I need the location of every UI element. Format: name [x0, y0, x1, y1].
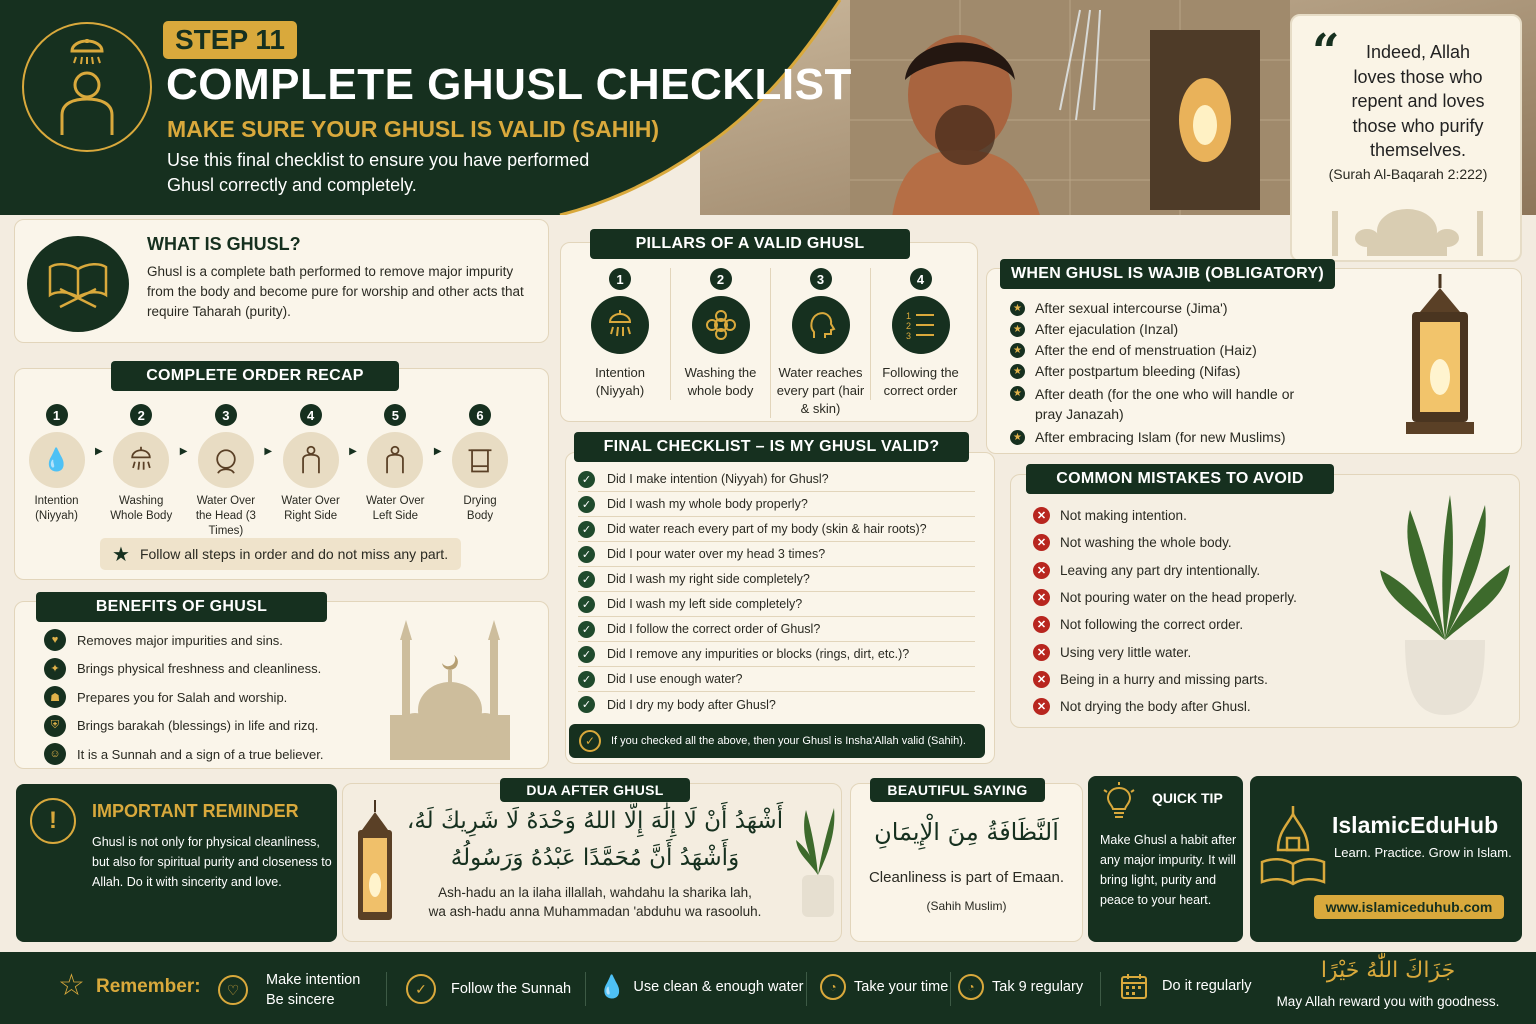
- pillar-item: [770, 268, 870, 418]
- shower-icon: [113, 432, 169, 488]
- what-is-text: Ghusl is a complete bath performed to remove major impurity from the body and become pure for worship and other acts that require Taharah (purity).: [147, 264, 524, 319]
- pillar-item: [570, 268, 670, 400]
- wajib-list: [1010, 300, 1350, 445]
- footer-star-icon: ☆: [58, 969, 85, 1002]
- checklist-item[interactable]: ✓ Did I wash my whole body properly?: [578, 492, 975, 517]
- check-icon: ✓: [578, 496, 595, 513]
- brand-name: IslamicEduHub: [1332, 812, 1499, 838]
- plant-pot-image: [1380, 490, 1510, 720]
- step-number: 2: [130, 404, 152, 426]
- reminder-title: IMPORTANT REMINDER: [92, 801, 299, 821]
- svg-text:2: 2: [905, 321, 911, 331]
- lightbulb-icon: [1102, 782, 1136, 822]
- reminder-card: [16, 784, 337, 942]
- wajib-item: ★ After sexual intercourse (Jima'): [1010, 300, 1350, 316]
- pillar-label: Intention (Niyyah): [595, 365, 645, 398]
- quote-line: Indeed, Allah: [1365, 42, 1471, 62]
- footer-remember: Remember:: [96, 976, 201, 997]
- footer-closing: May Allah reward you with goodness.: [1276, 994, 1500, 1009]
- x-icon: ✕: [1033, 616, 1050, 633]
- dua-arabic-line-1: أَشْهَدُ أَنْ لَا إِلَٰهَ إِلَّا اللهُ وَحْدَهُ لَا شَرِيكَ لَهُ،: [406, 808, 784, 834]
- lantern-image: [350, 800, 400, 940]
- head-water-icon: [198, 432, 254, 488]
- step-label: Drying Body: [463, 495, 497, 522]
- order-step: [187, 404, 264, 539]
- step-label: Washing Whole Body: [110, 495, 173, 522]
- check-circle-icon: ✓: [579, 730, 601, 752]
- footer-item-regularly: Do it regularly: [1120, 972, 1251, 1000]
- order-step: [272, 404, 349, 524]
- what-is-title: WHAT IS GHUSL?: [147, 234, 301, 254]
- mosque-book-logo: [1258, 802, 1328, 892]
- check-circle-icon: ✓: [406, 974, 436, 1004]
- body-right-icon: [283, 432, 339, 488]
- tip-title: QUICK TIP: [1152, 790, 1223, 806]
- footer-item-water: 💧 Use clean & enough water: [598, 974, 804, 999]
- dua-translit-2: wa ash-hadu anna Muhammadan 'abduhu wa rasooluh.: [428, 904, 762, 919]
- shower-photo: [850, 0, 1290, 215]
- shield-icon: ⛨: [44, 715, 66, 737]
- order-steps: [18, 404, 548, 539]
- wajib-item: ★ After the end of menstruation (Haiz): [1010, 342, 1350, 358]
- brand-tagline: Learn. Practice. Grow in Islam.: [1334, 845, 1512, 860]
- x-icon: ✕: [1033, 671, 1050, 688]
- saying-card: [850, 783, 1083, 942]
- wajib-item: ★ After embracing Islam (for new Muslims): [1010, 429, 1350, 445]
- order-step: [442, 404, 519, 524]
- mistake-item: ✕ Not following the correct order.: [1033, 611, 1333, 638]
- check-icon: ✓: [578, 696, 595, 713]
- ordered-list-icon: [892, 296, 950, 354]
- dua-title: DUA AFTER GHUSL: [500, 778, 690, 802]
- pillars-list: [570, 268, 970, 418]
- quote-card: [1290, 14, 1522, 262]
- quote-line: loves those who: [1353, 66, 1483, 87]
- footer-item-sunnah: ✓ Follow the Sunnah: [406, 974, 571, 1004]
- benefit-item: ☺ It is a Sunnah and a sign of a true believer.: [44, 740, 354, 769]
- order-step: [18, 404, 95, 524]
- arrow-icon: ▶: [179, 446, 188, 457]
- mistakes-title: COMMON MISTAKES TO AVOID: [1026, 464, 1334, 494]
- star-icon: ★: [1010, 430, 1025, 445]
- footer-item-time: ◔ Take your time: [820, 974, 948, 1000]
- mistake-item: ✕ Not pouring water on the head properly.: [1033, 584, 1333, 611]
- check-icon: ✓: [578, 521, 595, 538]
- wajib-item: ★ After postpartum bleeding (Nifas): [1010, 363, 1350, 379]
- x-icon: ✕: [1033, 644, 1050, 661]
- lantern-image: [1390, 272, 1490, 452]
- x-icon: ✕: [1033, 507, 1050, 524]
- towel-icon: [452, 432, 508, 488]
- wajib-item: ★ After ejaculation (Inzal): [1010, 321, 1350, 337]
- saying-source: (Sahih Muslim): [926, 899, 1007, 913]
- benefits-list: [44, 626, 354, 769]
- x-icon: ✕: [1033, 589, 1050, 606]
- footer-item-intention: ♡ Make intention Be sincere: [218, 970, 360, 1010]
- check-icon: ✓: [578, 571, 595, 588]
- intro-text-1: Use this final checklist to ensure you have performed: [167, 150, 590, 170]
- hand-water-icon: 💧: [29, 432, 85, 488]
- what-is-ghusl-card: [14, 219, 549, 343]
- sparkle-icon: ✦: [44, 658, 66, 680]
- mistake-item: ✕ Not washing the whole body.: [1033, 529, 1333, 556]
- checklist-title: FINAL CHECKLIST – IS MY GHUSL VALID?: [574, 432, 969, 462]
- smile-icon: ☺: [44, 743, 66, 765]
- check-icon: ✓: [578, 596, 595, 613]
- mistake-item: ✕ Not making intention.: [1033, 502, 1333, 529]
- check-icon: ✓: [578, 646, 595, 663]
- arrow-icon: ▶: [433, 446, 442, 457]
- checklist-item[interactable]: ✓ Did I wash my right side completely?: [578, 567, 975, 592]
- shower-icon: [591, 296, 649, 354]
- star-icon: ★: [1010, 301, 1025, 316]
- checklist-item[interactable]: ✓ Did I pour water over my head 3 times?: [578, 542, 975, 567]
- quote-mark-icon: “: [1312, 24, 1340, 80]
- intro-text-2: Ghusl correctly and completely.: [167, 175, 417, 195]
- brand-url-button[interactable]: www.islamiceduhub.com: [1314, 895, 1504, 919]
- step-label: Water Over Right Side: [281, 495, 340, 522]
- water-drop-icon: 💧: [598, 974, 626, 999]
- pillar-number: 3: [810, 268, 832, 290]
- step-number: 4: [300, 404, 322, 426]
- head-profile-icon: [792, 296, 850, 354]
- prayer-icon: ☗: [44, 686, 66, 708]
- checklist-items: [578, 467, 975, 717]
- step-number: 5: [384, 404, 406, 426]
- step-label: Water Over Left Side: [366, 495, 425, 522]
- footer-item-regular: ◔ Tak 9 regulary: [958, 974, 1083, 1000]
- shower-person-icon: [22, 22, 152, 152]
- x-icon: ✕: [1033, 698, 1050, 715]
- mistake-item: ✕ Not drying the body after Ghusl.: [1033, 693, 1333, 720]
- mistake-item: ✕ Using very little water.: [1033, 638, 1333, 665]
- svg-text:3: 3: [905, 331, 911, 341]
- saying-title: BEAUTIFUL SAYING: [870, 778, 1045, 802]
- tip-text: Make Ghusl a habit after any major impurity. It will bring light, purity and peace to your heart.: [1100, 833, 1237, 907]
- checklist-item[interactable]: ✓ Did I dry my body after Ghusl?: [578, 692, 975, 717]
- svg-text:1: 1: [905, 311, 911, 321]
- clock-icon: ◔: [958, 974, 984, 1000]
- check-icon: ✓: [578, 546, 595, 563]
- pillar-number: 2: [710, 268, 732, 290]
- arrow-icon: ▶: [264, 446, 273, 457]
- check-icon: ✓: [578, 671, 595, 688]
- order-step: [103, 404, 180, 524]
- step-label: Water Over the Head (3 Times): [195, 495, 256, 537]
- checklist-footer: ✓ If you checked all the above, then your Ghusl is Insha'Allah valid (Sahih).: [569, 724, 985, 758]
- quran-book-icon: [27, 236, 129, 332]
- arrow-icon: ▶: [349, 446, 357, 457]
- x-icon: ✕: [1033, 562, 1050, 579]
- exclamation-icon: !: [30, 798, 76, 844]
- clock-icon: ◔: [820, 974, 846, 1000]
- mistake-item: ✕ Being in a hurry and missing parts.: [1033, 666, 1333, 693]
- checklist-item[interactable]: ✓ Did I follow the correct order of Ghusl?: [578, 617, 975, 642]
- benefit-item: ☗ Prepares you for Salah and worship.: [44, 683, 354, 712]
- benefits-title: BENEFITS OF GHUSL: [36, 592, 327, 622]
- order-note: ★ Follow all steps in order and do not miss any part.: [100, 538, 461, 570]
- pillars-title: PILLARS OF A VALID GHUSL: [590, 229, 910, 259]
- page-subtitle: MAKE SURE YOUR GHUSL IS VALID (SAHIH): [167, 116, 659, 142]
- pillar-label: Water reaches every part (hair & skin): [776, 365, 865, 416]
- wajib-title: WHEN GHUSL IS WAJIB (OBLIGATORY): [1000, 259, 1335, 289]
- checklist-item[interactable]: ✓ Did I wash my left side completely?: [578, 592, 975, 617]
- order-recap-title: COMPLETE ORDER RECAP: [111, 361, 399, 391]
- star-icon: ★: [1010, 322, 1025, 337]
- mosque-silhouette-icon: [1312, 196, 1502, 256]
- pillar-item: [670, 268, 770, 400]
- checklist-item[interactable]: ✓ Did I remove any impurities or blocks (rings, dirt, etc.)?: [578, 642, 975, 667]
- benefit-item: ⛨ Brings barakah (blessings) in life and rizq.: [44, 712, 354, 741]
- saying-english: Cleanliness is part of Emaan.: [868, 869, 1065, 886]
- benefit-item: ✦ Brings physical freshness and cleanliness.: [44, 655, 354, 684]
- star-icon: ★: [1010, 386, 1025, 401]
- mosque-image: [360, 615, 540, 765]
- quote-line: those who purify: [1352, 115, 1484, 136]
- body-pattern-icon: [692, 296, 750, 354]
- tip-card: [1088, 776, 1243, 942]
- pillar-label: Following the correct order: [882, 365, 959, 398]
- star-icon: ★: [112, 543, 130, 566]
- wajib-item: ★ After death (for the one who will handle or pray Janazah): [1010, 384, 1350, 424]
- page-title: COMPLETE GHUSL CHECKLIST: [166, 60, 852, 109]
- step-label: Intention (Niyyah): [34, 495, 79, 522]
- step-badge: STEP 11: [163, 21, 297, 59]
- plant-image: [796, 800, 841, 920]
- star-icon: ★: [1010, 364, 1025, 379]
- star-icon: ★: [1010, 343, 1025, 358]
- body-left-icon: [367, 432, 423, 488]
- reminder-text: Ghusl is not only for physical cleanliness, but also for spiritual purity and closeness to Allah. Do it with sincerity and love.: [92, 835, 332, 889]
- heart-icon: ♥: [44, 629, 66, 651]
- step-number: 3: [215, 404, 237, 426]
- quote-line: themselves.: [1369, 140, 1467, 160]
- x-icon: ✕: [1033, 534, 1050, 551]
- checklist-item[interactable]: ✓ Did I make intention (Niyyah) for Ghusl?: [578, 467, 975, 492]
- mistake-item: ✕ Leaving any part dry intentionally.: [1033, 557, 1333, 584]
- pillar-item: [870, 268, 970, 400]
- footer-bar: [0, 952, 1536, 1024]
- arrow-icon: ▶: [95, 446, 103, 457]
- quote-line: repent and loves: [1351, 91, 1485, 111]
- heart-hand-icon: ♡: [218, 975, 248, 1005]
- checklist-item[interactable]: ✓ Did water reach every part of my body (skin & hair roots)?: [578, 517, 975, 542]
- order-step: [357, 404, 434, 524]
- check-icon: ✓: [578, 621, 595, 638]
- brand-card: [1250, 776, 1522, 942]
- pillar-number: 1: [609, 268, 631, 290]
- calendar-icon: [1120, 972, 1148, 1000]
- benefit-item: ♥ Removes major impurities and sins.: [44, 626, 354, 655]
- quote-source: (Surah Al-Baqarah 2:222): [1328, 166, 1488, 182]
- footer-arabic: جَزَاكَ اللّٰهُ خَيْرًا: [1320, 958, 1456, 983]
- pillar-label: Washing the whole body: [684, 365, 757, 398]
- dua-translit-1: Ash-hadu an la ilaha illallah, wahdahu la sharika lah,: [438, 885, 752, 900]
- step-number: 6: [469, 404, 491, 426]
- mistakes-list: [1033, 502, 1333, 720]
- check-icon: ✓: [578, 471, 595, 488]
- pillar-number: 4: [910, 268, 932, 290]
- dua-arabic-line-2: وَأَشْهَدُ أَنَّ مُحَمَّدًا عَبْدُهُ وَرَسُولُهُ: [450, 845, 740, 871]
- checklist-item[interactable]: ✓ Did I use enough water?: [578, 667, 975, 692]
- saying-arabic: اَلنَّظَافَةُ مِنَ الْإِيمَانِ: [874, 818, 1059, 846]
- step-number: 1: [46, 404, 68, 426]
